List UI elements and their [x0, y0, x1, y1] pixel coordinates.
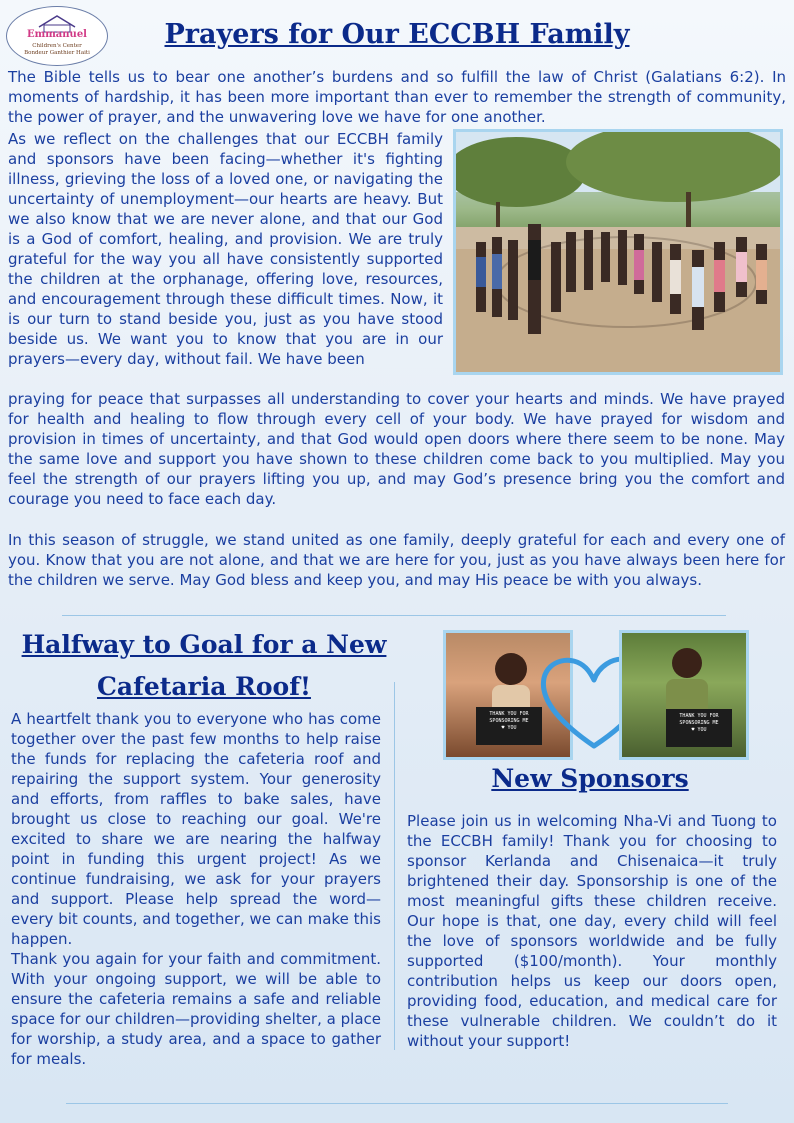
footer-divider — [66, 1103, 728, 1104]
logo-subtitle: Children's Center Bondeur Ganthier Haiti — [24, 43, 90, 56]
sponsored-child-photo-2 — [619, 630, 749, 760]
thank-you-sign: THANK YOU FOR SPONSORING ME ♥ YOU — [666, 709, 732, 747]
column-divider — [394, 682, 395, 1050]
roof-text — [11, 709, 381, 1069]
children-circle-illustration — [456, 132, 780, 372]
roof-paragraph-1: A heartfelt thank you to everyone who has come together over the past few months to help raise the funds for replacing the cafeteria roof and repairing the support system. Your generosity and efforts, from raffles to bake sales, have brought us close to reaching our goal. We're excited to share we are nearing the halfway point in funding this urgent project! As we continue fundraising, we ask for your prayers and support. Please help spread the word—every bit counts, and together, we can make this happen. — [11, 710, 381, 948]
sponsors-paragraph: Please join us in welcoming Nha-Vi and Tuong to the ECCBH family! Thank you for choosing to sponsor Kerlanda and Chisenaica—it truly brightened their day. Sponsorship is one of the most meaningful gifts these children receive. Our hope is that, one day, every child will feel the love of sponsors worldwide and be fully supported ($100/month). Your monthly contribution helps us keep our doors open, providing food, education, and medical care for these vulnerable children. We couldn’t do it without your support! — [407, 812, 777, 1050]
group-prayer-photo — [453, 129, 783, 375]
prayer-continued-paragraph: praying for peace that surpasses all understanding to cover your hearts and minds. We have prayed for health and healing to flow through every cell of your body. We have prayed for wisdom and provision in times of uncertainty, and that God would open doors where there seem to be none. May the same love and support you have shown to these children come back to you multiplied. May you feel the strength of our prayers lifting you up, and may God’s presence bring you the comfort and courage you need to face each day. — [8, 390, 785, 508]
sponsors-heading: New Sponsors — [491, 764, 689, 793]
prayer-paragraph: As we reflect on the challenges that our ECCBH family and sponsors have been facing—whether it's fighting illness, grieving the loss of a loved one, or navigating the uncertainty of unemployment—our hearts are heavy. But we also know that we are never alone, and that our God is a God of comfort, healing, and provision. We are truly grateful for the way you all have consistently supported the children at the orphanage, offering love, resources, and encouragement through these difficult times. Now, it is our turn to stand beside you, just as you have stood beside us. We want you to know that you are in our prayers—every day, without fail. We have been — [8, 130, 443, 368]
closing-paragraph: In this season of struggle, we stand united as one family, deeply grateful for each and every one of you. Know that you are not alone, and that we are here for you, just as you have always been here for the children we serve. May God bless and keep you, and may His peace be with you always. — [8, 531, 785, 589]
roof-heading: Halfway to Goal for a New Cafetaria Roof! — [21, 630, 387, 701]
section-divider — [62, 615, 726, 616]
logo — [6, 6, 108, 66]
thank-you-sign: THANK YOU FOR SPONSORING ME ♥ YOU — [476, 707, 542, 745]
page-title: Prayers for Our ECCBH Family — [164, 19, 630, 50]
intro-paragraph: The Bible tells us to bear one another’s burdens and so fulfill the law of Christ (Galatians 6:2). In moments of hardship, it has been more important than ever to remember the strength of community, the power of prayer, and the unwavering love we have for one another. — [8, 68, 786, 126]
logo-name: Emmanuel — [27, 29, 87, 40]
roof-paragraph-2: Thank you again for your faith and commitment. With your ongoing support, we will be able to ensure the cafeteria remains a safe and reliable space for our children—providing shelter, a place for worship, a study area, and a space to gather for meals. — [11, 950, 381, 1068]
